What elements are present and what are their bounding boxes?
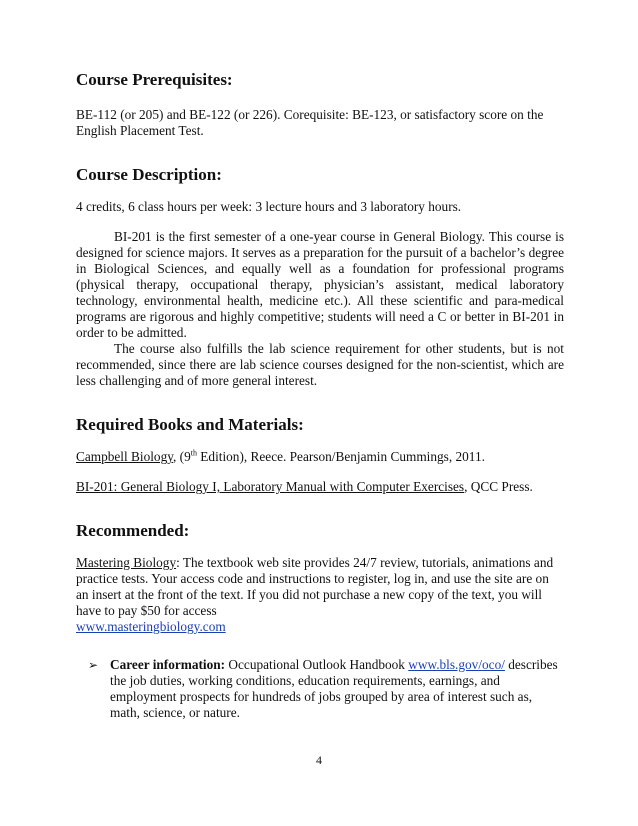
book-2-title: BI-201: General Biology I, Laboratory Manual with Computer Exercises <box>76 479 465 494</box>
career-text <box>110 657 564 721</box>
mastering-biology-text: : The textbook web site provides 24/7 review, tutorials, animations and practice tests. Your access code and instructions to register, log in, and use the site are on an insert at the front of the text. If you did not purchase a new copy of the text, you will have to pay $50 for access <box>76 555 554 618</box>
book-2-details: , QCC Press. <box>464 479 533 494</box>
description-heading: Course Description: <box>76 165 222 184</box>
bls-link[interactable]: www.bls.gov/oco/ <box>408 657 505 672</box>
book-1 <box>76 449 564 465</box>
document-page <box>76 70 564 721</box>
book-1-edition-superscript: th <box>190 448 197 458</box>
books-heading: Required Books and Materials: <box>76 415 304 434</box>
career-bullet <box>88 657 564 721</box>
prerequisites-text: BE-112 (or 205) and BE-122 (or 226). Corequisite: BE-123, or satisfactory score on the English Placement Test. <box>76 107 544 138</box>
description-paragraph-1: BI-201 is the first semester of a one-year course in General Biology. This course is designed for science majors. It serves as a preparation for the pursuit of a bachelor’s degree in Biological Sciences, and equally well as a foundation for professional programs (physical therapy, occupational therapy, physician’s assistant, medical laboratory technology, environmental health, medicine etc.). All these scientific and para-medical programs are rigorous and highly competitive; students will need a C or better in BI-201 in order to be admitted. <box>76 229 564 340</box>
career-label: Career information: <box>110 657 226 672</box>
mastering-biology-link[interactable]: www.masteringbiology.com <box>76 619 226 634</box>
prerequisites-heading: Course Prerequisites: <box>76 70 233 89</box>
mastering-biology-title: Mastering Biology <box>76 555 177 570</box>
book-1-edition-prefix: , (9 <box>173 449 191 464</box>
credits-text: 4 credits, 6 class hours per week: 3 lecture hours and 3 laboratory hours. <box>76 199 462 214</box>
career-text-prefix: Occupational Outlook Handbook <box>225 657 409 672</box>
description-paragraph-2: The course also fulfills the lab science requirement for other students, but is not recommended, since there are lab science courses designed for the non-scientist, which are less challenging and of more general interest. <box>76 341 564 388</box>
book-2 <box>76 479 564 495</box>
book-1-details: Edition), Reece. Pearson/Benjamin Cummings, 2011. <box>196 449 485 464</box>
arrow-bullet-icon: ➢ <box>88 658 99 672</box>
book-1-title: Campbell Biology <box>76 449 174 464</box>
mastering-biology-paragraph <box>76 555 564 635</box>
career-text-suffix: describes the job duties, working conditions, education requirements, earnings, and employment prospects for hundreds of jobs grouped by area of interest such as, math, science, or nature. <box>110 657 558 720</box>
recommended-heading: Recommended: <box>76 521 190 540</box>
page-number: 4 <box>316 753 322 767</box>
